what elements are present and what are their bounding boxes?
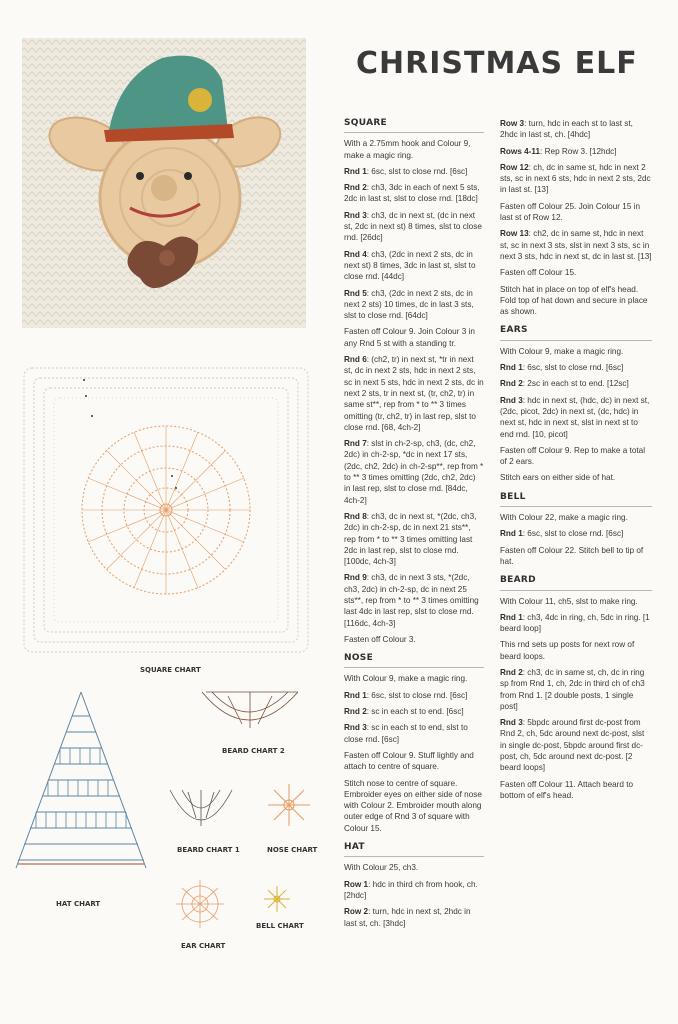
instruction-text: : ch2, dc in same st, hdc in next st, sc in next 3 sts, slst in next 3 sts, sc in next 3 sts, hdc in next st, dc in last st. [13] (500, 229, 652, 261)
instruction-paragraph (344, 862, 484, 873)
instruction-paragraph (344, 288, 484, 322)
square-paragraphs (344, 138, 484, 645)
nose-heading: NOSE (344, 653, 484, 668)
instruction-paragraph (344, 166, 484, 177)
instruction-label: Rnd 9 (344, 573, 367, 583)
ears-heading: EARS (500, 325, 652, 340)
instruction-paragraph (500, 639, 652, 662)
beard-heading: BEARD (500, 575, 652, 590)
instruction-text: With Colour 25, ch3. (344, 863, 419, 873)
instruction-label: Rnd 5 (344, 288, 367, 298)
instruction-text: : slst in ch-2-sp, ch3, (dc, ch2, 2dc) in ch-2-sp, *dc in next 17 sts, (2dc, ch2, 2dc) in ch-2-sp**, rep from * to ** 3 times omitting (2dc, ch2, 2dc) in last rep, slst to close rnd. [84dc, 4ch-2] (344, 439, 484, 505)
elf-square-illustration (22, 38, 306, 328)
instruction-paragraph (344, 778, 484, 834)
instruction-label: Rnd 7 (344, 439, 367, 449)
instruction-label: Rnd 4 (344, 249, 367, 259)
beard-paragraphs (500, 596, 652, 802)
instruction-paragraph (500, 346, 652, 357)
instruction-label: Rnd 2 (344, 707, 367, 717)
instruction-text: Stitch nose to centre of square. Embroider eyes on either side of nose with Colour 2. Embroider mouth along outer edge of Rnd 3 of square with Colour 15. (344, 778, 482, 833)
instruction-label: Rnd 3 (500, 718, 523, 728)
instruction-text: : 6sc, slst to close rnd. [6sc] (366, 166, 468, 176)
instruction-label: Rnd 1 (500, 612, 523, 622)
instruction-text: Fasten off Colour 25. Join Colour 15 in last st of Row 12. (500, 201, 641, 223)
instruction-paragraph (344, 438, 484, 506)
hat-chart (6, 688, 156, 888)
instruction-text: Fasten off Colour 15. (500, 268, 577, 278)
instructions-column-1 (344, 118, 484, 934)
instruction-label: Rnd 8 (344, 511, 367, 521)
instruction-paragraph (500, 512, 652, 523)
instruction-paragraph (344, 182, 484, 205)
instruction-paragraph (344, 354, 484, 433)
instruction-label: Rnd 1 (500, 363, 523, 373)
elf-square-photo (22, 38, 306, 328)
instruction-text: With Colour 9, make a magic ring. (344, 674, 468, 684)
instruction-paragraph (500, 779, 652, 802)
instruction-text: : ch3, 4dc in ring, ch, 5dc in ring. [1 beard loop] (500, 612, 650, 634)
instruction-paragraph (500, 146, 652, 157)
instruction-paragraph (344, 511, 484, 567)
instruction-label: Rnd 2 (344, 183, 367, 193)
instruction-paragraph (500, 667, 652, 712)
instruction-text: : ch3, dc in next st, *(2dc, ch3, 2dc) in ch-2-sp, dc in next 21 sts**, rep from * to ** 3 times omitting last 2dc in last rep, slst to close rnd. [100dc, 4ch-3] (344, 511, 477, 567)
instruction-text: Fasten off Colour 22. Stitch bell to tip of hat. (500, 545, 644, 566)
beard-chart-2 (198, 688, 304, 736)
ear-chart (170, 876, 230, 932)
instruction-paragraph (344, 138, 484, 161)
bell-paragraphs (500, 512, 652, 567)
instruction-text: : sc in each st to end. [6sc] (366, 707, 464, 717)
beard-chart-1 (166, 786, 236, 838)
instruction-paragraph (344, 722, 484, 745)
instruction-text: : ch3, dc in same st, ch, dc in ring sp from Rnd 1, ch, 2dc in third ch of ch3 from Rnd 1. [2 double posts, 1 single post] (500, 667, 645, 711)
hat-chart-label: HAT CHART (56, 900, 101, 908)
instruction-label: Rnd 2 (500, 379, 523, 389)
instruction-text: : ch3, (2dc in next 2 sts, dc in next st) 8 times, 3dc in last st, slst to close rnd. [44dc] (344, 249, 476, 282)
instruction-text: : 6sc, slst to close rnd. [6sc] (522, 529, 624, 539)
instruction-text: : turn, hdc in next st, 2hdc in last st, ch. [3hdc] (344, 907, 471, 928)
instruction-text: : 6sc, slst to close rnd. [6sc] (366, 690, 468, 700)
instruction-text: : ch3, 3dc in each of next 5 sts, 2dc in last st, slst to close rnd. [18dc] (344, 183, 480, 204)
ear-chart-label: EAR CHART (181, 942, 226, 950)
instructions-column-2 (500, 118, 652, 806)
instruction-label: Row 1 (344, 879, 369, 889)
instruction-text: This rnd sets up posts for next row of beard loops. (500, 640, 635, 661)
page-title: CHRISTMAS ELF (356, 46, 638, 81)
instruction-text: Fasten off Colour 9. Rep to make a total of 2 ears. (500, 445, 646, 467)
instruction-text: : Rep Row 3. [12hdc] (540, 146, 617, 156)
instruction-text: Stitch ears on either side of hat. (500, 473, 616, 483)
instruction-paragraph (344, 673, 484, 684)
instruction-label: Rnd 3 (344, 723, 367, 733)
instruction-text: Fasten off Colour 3. (344, 634, 416, 644)
instruction-paragraph (344, 706, 484, 717)
instruction-paragraph (344, 572, 484, 628)
instruction-paragraph (500, 395, 652, 440)
instruction-paragraph (344, 750, 484, 773)
instruction-text: : turn, hdc in each st to last st, 2hdc in last st, ch. [4hdc] (500, 119, 633, 140)
instruction-text: With Colour 22, make a magic ring. (500, 513, 628, 523)
instruction-paragraph (500, 528, 652, 539)
instruction-text: : 5bpdc around first dc-post from Rnd 2, ch, 5dc around next dc-post, slst in single dc-post, 5bpdc around first dc-post, ch, 5dc around next dc-post. [2 beard loops] (500, 718, 645, 773)
instruction-label: Rows 4-11 (500, 146, 541, 156)
instruction-paragraph (500, 596, 652, 607)
instruction-paragraph (344, 879, 484, 902)
hat-heading: HAT (344, 842, 484, 857)
instruction-label: Row 2 (344, 907, 369, 917)
instruction-paragraph (500, 118, 652, 141)
instruction-label: Row 3 (500, 119, 525, 128)
instruction-paragraph (500, 162, 652, 196)
nose-paragraphs (344, 673, 484, 834)
instruction-text: : ch3, dc in next st, (dc in next st, 2dc in next st) 8 times, slst to close rnd. [26dc] (344, 210, 482, 243)
instruction-paragraph (500, 378, 652, 389)
instruction-text: : (ch2, tr) in next st, *tr in next st, dc in next 2 sts, hdc in next 2 sts, sc in next 5 sts, hdc in next 2 sts, dc in next 2 sts, tr in next st, (tr, ch2, tr) in same st**, rep from * to ** 3 times omitting (tr, ch2, tr) in last rep, slst to close rnd. [68, 4ch-2] (344, 355, 484, 432)
ears-paragraphs (500, 346, 652, 484)
hat-continued-paragraphs (500, 118, 652, 317)
instruction-paragraph (344, 249, 484, 283)
bell-chart-label: BELL CHART (256, 922, 304, 930)
instruction-label: Rnd 6 (344, 355, 367, 365)
instruction-paragraph (500, 201, 652, 224)
instruction-paragraph (500, 717, 652, 773)
instruction-label: Rnd 2 (500, 667, 523, 677)
instruction-text: Stitch hat in place on top of elf's head. Fold top of hat down and secure in place as shown. (500, 284, 648, 317)
beard-chart-2-label: BEARD CHART 2 (222, 747, 285, 755)
square-chart-label: SQUARE CHART (140, 666, 201, 674)
instruction-paragraph (500, 612, 652, 635)
instruction-text: : ch3, dc in next 3 sts, *(2dc, ch3, 2dc) in ch-2-sp, dc in next 25 sts**, rep from * to ** 3 times omitting last 4dc in last rep, slst to close rnd. [116dc, 4ch-3] (344, 573, 479, 628)
instruction-label: Rnd 1 (344, 690, 367, 700)
instruction-text: Fasten off Colour 9. Join Colour 3 in any Rnd 5 st with a standing tr. (344, 327, 475, 348)
instruction-paragraph (344, 210, 484, 244)
instruction-text: Fasten off Colour 9. Stuff lightly and attach to centre of square. (344, 750, 474, 772)
instruction-paragraph (344, 326, 484, 349)
bell-chart (262, 884, 292, 914)
beard-chart-1-label: BEARD CHART 1 (177, 846, 240, 854)
instruction-text: : 6sc, slst to close rnd. [6sc] (522, 363, 624, 373)
instruction-text: : hdc in third ch from hook, ch. [2hdc] (344, 879, 478, 900)
square-chart (22, 366, 312, 656)
instruction-label: Rnd 3 (344, 210, 367, 220)
instruction-text: With a 2.75mm hook and Colour 9, make a magic ring. (344, 139, 471, 160)
instruction-paragraph (500, 267, 652, 278)
instruction-label: Rnd 3 (500, 395, 523, 405)
instruction-paragraph (500, 472, 652, 483)
instruction-text: With Colour 11, ch5, slst to make ring. (500, 596, 638, 606)
instruction-paragraph (500, 545, 652, 568)
instruction-text: Fasten off Colour 11. Attach beard to bottom of elf's head. (500, 779, 634, 800)
hat-paragraphs (344, 862, 484, 928)
instruction-paragraph (500, 362, 652, 373)
instruction-paragraph (500, 284, 652, 318)
instruction-text: : sc in each st to end, slst to close rnd. [6sc] (344, 723, 468, 744)
instruction-text: : hdc in next st, (hdc, dc) in next st, (2dc, picot, 2dc) in next st, (dc, hdc) in next st, hdc in next st, slst in next st to end rnd. [10, picot] (500, 395, 650, 439)
square-heading: SQUARE (344, 118, 484, 133)
bell-heading: BELL (500, 492, 652, 507)
instruction-text: : 2sc in each st to end. [12sc] (522, 379, 629, 389)
instruction-label: Row 13 (500, 229, 529, 239)
instruction-paragraph (500, 228, 652, 262)
instruction-paragraph (500, 445, 652, 468)
instruction-text: With Colour 9, make a magic ring. (500, 346, 624, 356)
instruction-paragraph (344, 690, 484, 701)
nose-chart-label: NOSE CHART (267, 846, 318, 854)
instruction-label: Rnd 1 (500, 529, 523, 539)
instruction-paragraph (344, 906, 484, 929)
nose-chart (264, 780, 314, 830)
instruction-text: : ch, dc in same st, hdc in next 2 sts, sc in next 6 sts, hdc in next 2 sts, 2dc in last st. [13] (500, 162, 651, 195)
instruction-paragraph (344, 634, 484, 645)
instruction-text: : ch3, (2dc in next 2 sts, dc in next 2 sts) 10 times, dc in last 3 sts, slst to close rnd. [64dc] (344, 288, 474, 321)
instruction-label: Row 12 (500, 162, 529, 172)
instruction-label: Rnd 1 (344, 166, 367, 176)
